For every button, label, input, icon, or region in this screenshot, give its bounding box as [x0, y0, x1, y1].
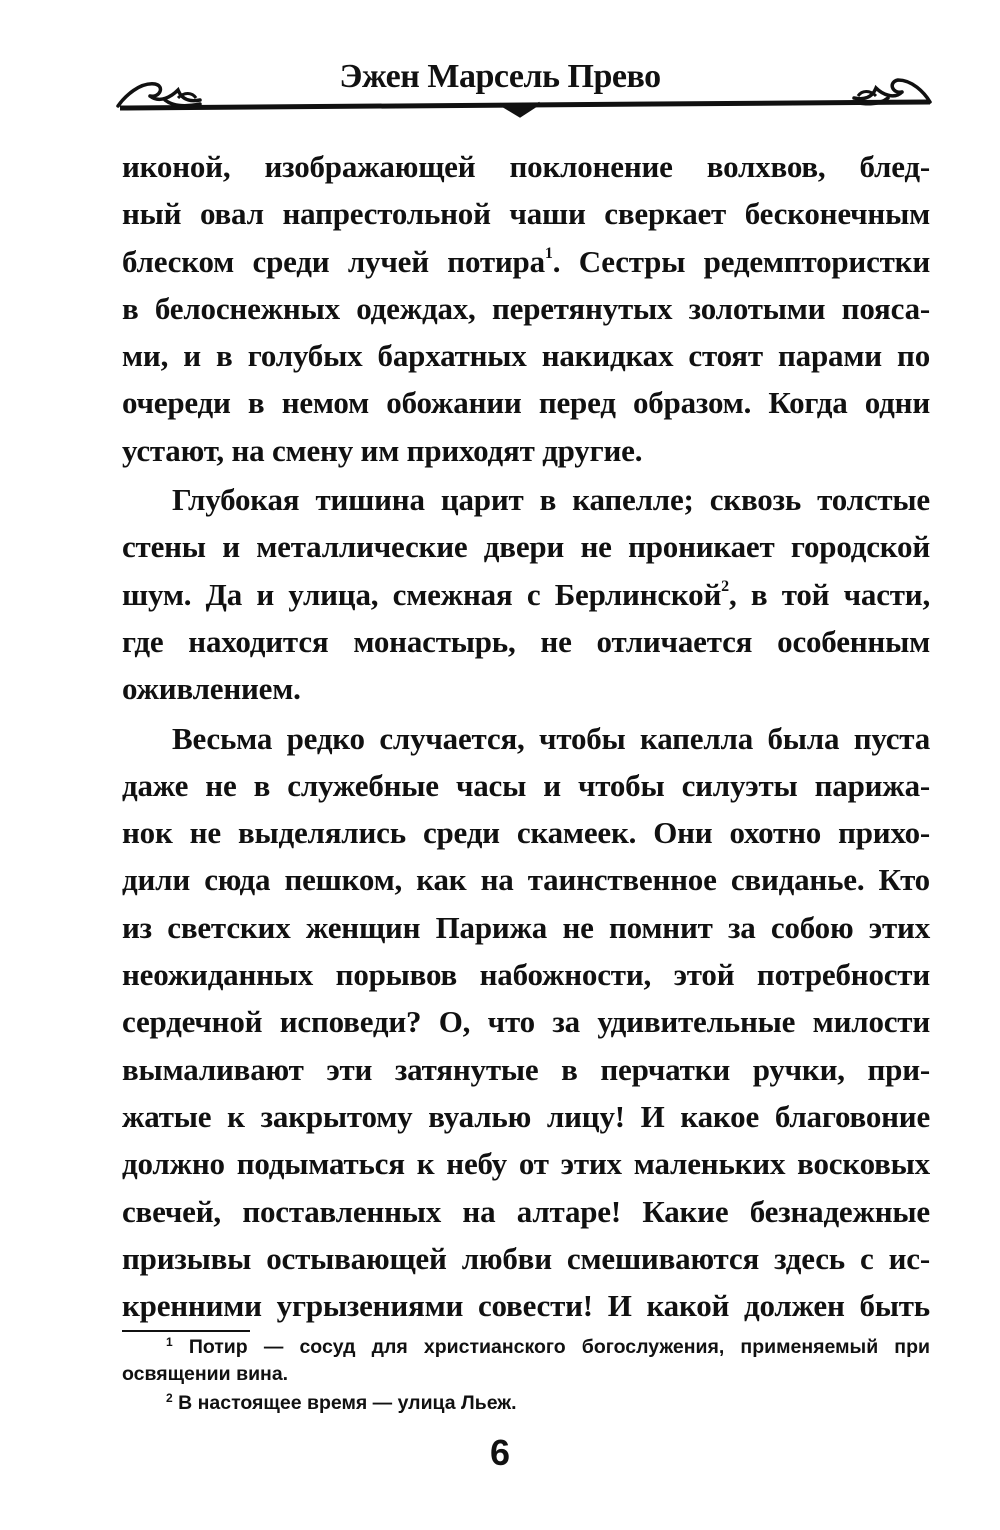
- running-title: Эжен Марсель Прево: [339, 58, 661, 95]
- footnote-marker: 1: [166, 1335, 173, 1349]
- footnote-ref[interactable]: 1: [544, 244, 553, 262]
- footnote-text: Потир — сосуд для христианского богослужения, применяемый при освящении вина.: [122, 1336, 930, 1385]
- text-line: Глубокая тишина царит в капелле; сквозь толстые: [172, 482, 930, 518]
- text-line: свечей, поставленных на алтаре! Какие безнадежные: [122, 1193, 930, 1229]
- text-line: где находится монастырь, не отличается особенным: [122, 623, 930, 659]
- text-line: из светских женщин Парижа не помнит за собою этих: [122, 909, 930, 945]
- text-line: очереди в немом обожании перед образом. Когда одни: [122, 385, 930, 421]
- text-line: жатые к закрытому вуалью лицу! И какое благовоние: [122, 1098, 930, 1134]
- text-line: оживлением.: [122, 671, 301, 707]
- text-line: [122, 238, 930, 285]
- text-line: стены и металлические двери не проникает городской: [122, 529, 930, 565]
- footnote-ref[interactable]: 2: [721, 577, 729, 595]
- text-line: даже не в служебные часы и чтобы силуэты парижа-: [122, 767, 930, 803]
- footnote-1: [122, 1334, 930, 1388]
- text-line: устают, на смену им приходят другие.: [122, 432, 643, 468]
- text-line: Весьма редко случается, чтобы капелла была пуста: [172, 720, 930, 756]
- footnotes: [122, 1334, 930, 1417]
- text-line: дили сюда пешком, как на таинственное свиданье. Кто: [122, 862, 930, 898]
- paragraph-1: [122, 143, 930, 474]
- text-line: сердечной исповеди? О, что за удивительные милости: [122, 1004, 930, 1040]
- text-fragment: . Сестры редемптористки: [552, 243, 930, 279]
- paragraph-3: [122, 715, 930, 1330]
- footnote-marker: 2: [166, 1391, 173, 1405]
- text-line: вымаливают эти затянутые в перчатки ручки, при-: [122, 1051, 930, 1087]
- text-fragment: блеском среди лучей потира: [122, 243, 545, 279]
- footnote-divider: [122, 1330, 250, 1332]
- body-text: [122, 143, 930, 1329]
- footnote-text: В настоящее время — улица Льеж.: [178, 1392, 517, 1414]
- paragraph-2: [122, 476, 930, 712]
- text-line: в белоснежных одеждах, перетянутых золотыми пояса-: [122, 290, 930, 326]
- text-line: должно подыматься к небу от этих маленьких восковых: [122, 1146, 930, 1182]
- text-line: ми, и в голубых бархатных накидках стоят парами по: [122, 338, 930, 374]
- text-line: ный овал напрестольной чаши сверкает бесконечным: [122, 196, 930, 232]
- text-line: [122, 571, 930, 618]
- text-line: неожиданных порывов набожности, этой потребности: [122, 957, 930, 993]
- text-line: иконой, изображающей поклонение волхвов, блед-: [122, 149, 930, 184]
- text-line: призывы остывающей любви смешиваются здесь с ис-: [122, 1240, 930, 1276]
- footnote-2: [122, 1390, 930, 1417]
- text-fragment: шум. Да и улица, смежная с Берлинской: [122, 576, 722, 612]
- page-header: [0, 0, 1000, 130]
- page-number: 6: [489, 1432, 511, 1473]
- text-line: кренними угрызениями совести! И какой должен быть: [122, 1288, 930, 1324]
- text-fragment: , в той части,: [728, 576, 930, 612]
- text-line: нок не выделялись среди скамеек. Они охотно прихо-: [122, 815, 930, 851]
